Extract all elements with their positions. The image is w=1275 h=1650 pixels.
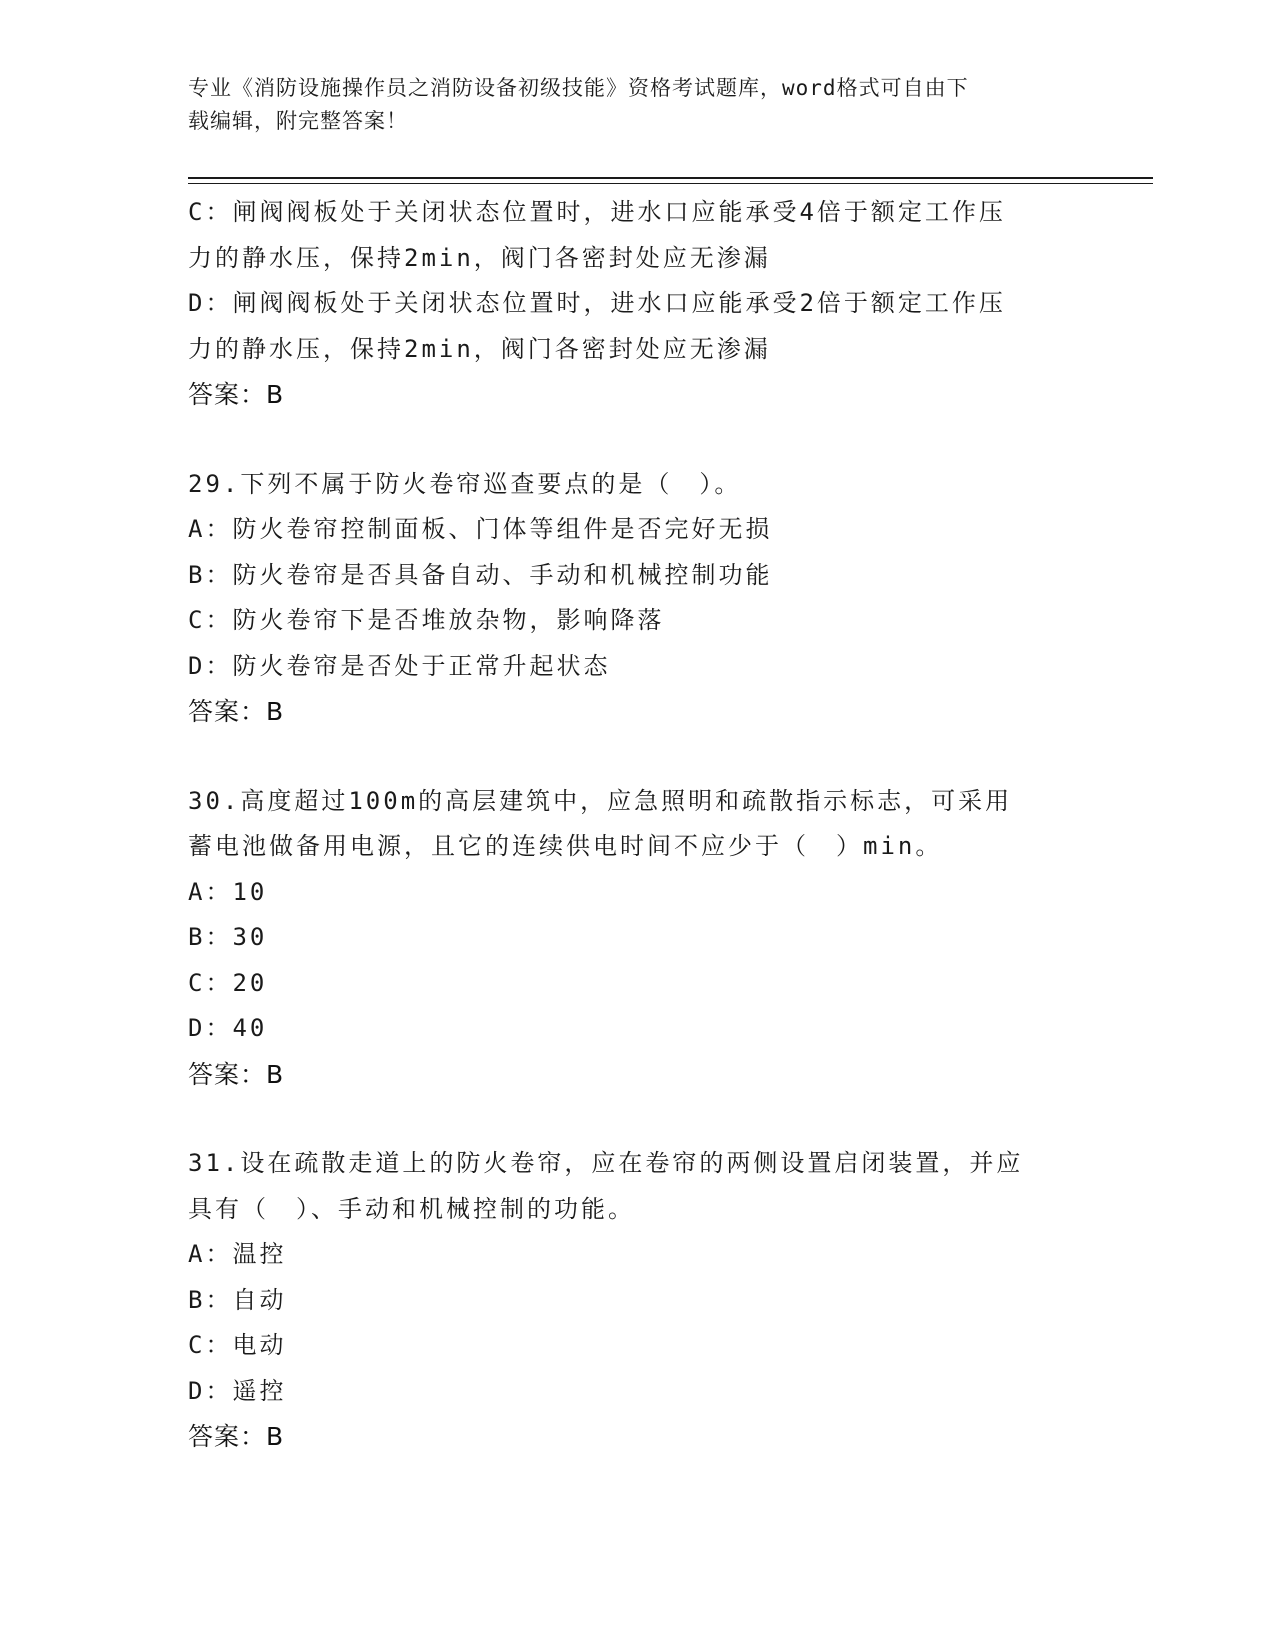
header-line-2: 载编辑，附完整答案！ <box>188 109 408 133</box>
option-b: B：30 <box>188 923 268 951</box>
question-stem: 蓄电池做备用电源，且它的连续供电时间不应少于（ ）min。 <box>188 832 943 860</box>
answer-line: 答案：B <box>188 1059 285 1089</box>
option-a: A：10 <box>188 877 268 906</box>
option-b: B：防火卷帘是否具备自动、手动和机械控制功能 <box>188 560 773 589</box>
spacer <box>188 418 1088 462</box>
question-list <box>188 190 1088 1460</box>
option-line: 力的静水压，保持2min，阀门各密封处应无渗漏 <box>188 243 771 272</box>
answer-line: 答案：B <box>188 697 285 726</box>
option-line: 力的静水压，保持2min，阀门各密封处应无渗漏 <box>188 334 771 363</box>
answer-line: 答案：B <box>188 1422 285 1451</box>
option-c: C：防火卷帘下是否堆放杂物，影响降落 <box>188 606 665 634</box>
question-28-continued <box>188 190 1088 418</box>
spacer <box>188 1097 1088 1141</box>
question-31 <box>188 1141 1088 1460</box>
header-divider-thick <box>188 177 1153 179</box>
spacer <box>188 735 1088 779</box>
option-c: C：20 <box>188 968 268 997</box>
answer-line: 答案：B <box>188 380 285 409</box>
question-29 <box>188 462 1088 735</box>
option-d: D：40 <box>188 1014 268 1042</box>
question-stem: 31.设在疏散走道上的防火卷帘，应在卷帘的两侧设置启闭装置，并应 <box>188 1149 1024 1177</box>
question-stem: 具有（ ）、手动和机械控制的功能。 <box>188 1194 635 1223</box>
option-d: D：防火卷帘是否处于正常升起状态 <box>188 651 611 680</box>
header-divider-thin <box>188 183 1153 184</box>
option-line: D：闸阀阀板处于关闭状态位置时，进水口应能承受2倍于额定工作压 <box>188 289 1006 317</box>
option-a: A：温控 <box>188 1240 287 1268</box>
question-stem: 30.高度超过100m的高层建筑中，应急照明和疏散指示标志，可采用 <box>188 786 1013 815</box>
option-a: A：防火卷帘控制面板、门体等组件是否完好无损 <box>188 515 773 543</box>
question-30 <box>188 779 1088 1098</box>
option-line: C：闸阀阀板处于关闭状态位置时，进水口应能承受4倍于额定工作压 <box>188 198 1006 226</box>
document-header <box>188 72 1068 138</box>
option-d: D：遥控 <box>188 1376 287 1405</box>
question-stem: 29.下列不属于防火卷帘巡查要点的是（ ）。 <box>188 469 742 498</box>
header-line-1: 专业《消防设施操作员之消防设备初级技能》资格考试题库，word格式可自由下 <box>188 76 969 100</box>
option-b: B：自动 <box>188 1285 287 1314</box>
option-c: C：电动 <box>188 1331 287 1359</box>
